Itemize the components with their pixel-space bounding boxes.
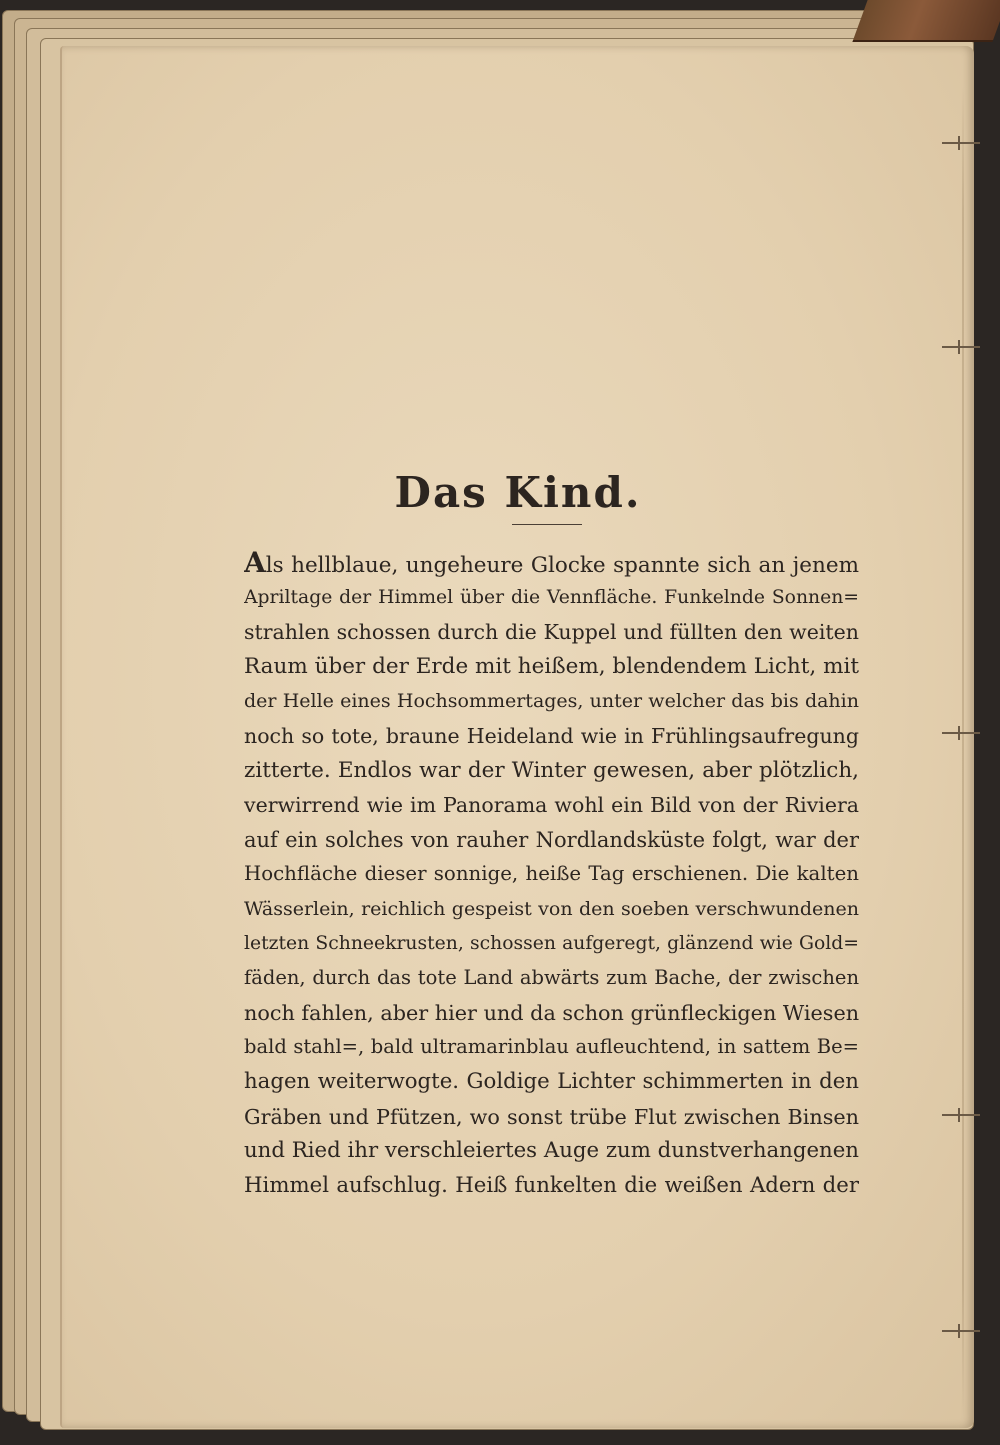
binding-stitch xyxy=(942,1330,980,1332)
binding-stitch xyxy=(942,142,980,144)
text-line: hagen weiterwogte. Goldige Lichter schimmerten in den xyxy=(244,1068,859,1094)
first-line-text: ls hellblaue, ungeheure Glocke spannte sich an jenem xyxy=(265,553,859,578)
binding-stitch xyxy=(942,346,980,348)
text-line: und Ried ihr verschleiertes Auge zum dunstverhangenen xyxy=(244,1138,859,1164)
text-line: Raum über der Erde mit heißem, blendendem Licht, mit xyxy=(244,653,859,679)
text-line: der Helle eines Hochsommertages, unter welcher das bis dahin xyxy=(244,690,859,713)
text-line: zitterte. Endlos war der Winter gewesen, aber plötzlich, xyxy=(244,757,859,783)
text-line: Wässerlein, reichlich gespeist von den soeben verschwundenen xyxy=(244,897,859,920)
text-line: bald stahl=, bald ultramarinblau aufleuchtend, in sattem Be= xyxy=(244,1035,859,1059)
binding-stitch xyxy=(942,1114,980,1116)
text-line: auf ein solches von rauher Nordlandsküste folgt, war der xyxy=(244,827,859,852)
page-gutter xyxy=(962,86,964,1416)
book-page xyxy=(60,46,974,1428)
text-line: noch fahlen, aber hier und da schon grünfleckigen Wiesen xyxy=(244,1000,859,1025)
text-line: letzten Schneekrusten, schossen aufgeregt, glänzend wie Gold= xyxy=(244,932,859,954)
text-line: Apriltage der Himmel über die Vennfläche. Funkelnde Sonnen= xyxy=(244,586,859,608)
binding-stitch xyxy=(942,732,980,734)
text-line xyxy=(244,546,859,581)
book-spine xyxy=(852,0,1000,42)
text-line: Hochfläche dieser sonnige, heiße Tag erschienen. Die kalten xyxy=(244,862,859,886)
chapter-title: Das Kind. xyxy=(394,468,642,517)
title-divider xyxy=(512,524,582,525)
text-line: verwirrend wie im Panorama wohl ein Bild von der Riviera xyxy=(244,793,859,818)
drop-initial: A xyxy=(244,546,266,579)
text-line: noch so tote, braune Heideland wie in Frühlingsaufregung xyxy=(244,723,859,748)
body-text xyxy=(244,546,859,1203)
text-line: Himmel aufschlug. Heiß funkelten die weißen Adern der xyxy=(244,1172,859,1198)
text-line: Gräben und Pfützen, wo sonst trübe Flut zwischen Binsen xyxy=(244,1104,859,1129)
text-line: strahlen schossen durch die Kuppel und füllten den weiten xyxy=(244,620,859,645)
text-line: fäden, durch das tote Land abwärts zum Bache, der zwischen xyxy=(244,966,859,990)
